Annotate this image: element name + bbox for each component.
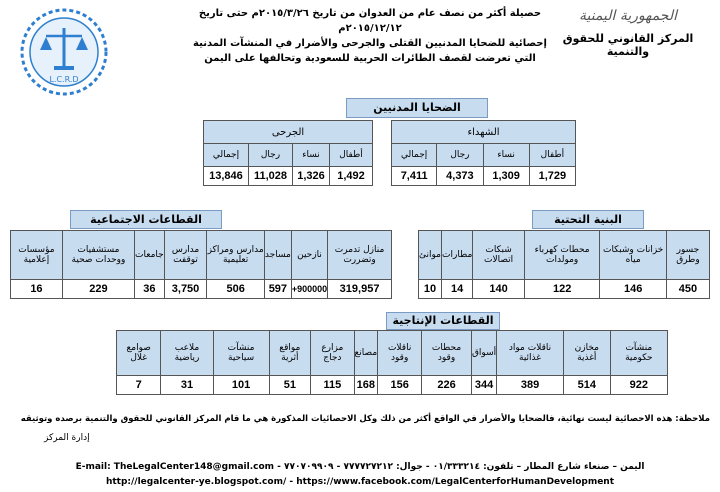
prod-fuel-trucks-value: 156 xyxy=(378,376,422,395)
social-col-media: مؤسسات إعلامية xyxy=(11,231,63,280)
prod-col-food-stores: مخازن أغذية xyxy=(563,331,610,376)
infra-power-value: 122 xyxy=(524,280,600,299)
martyrs-total-value: 7,411 xyxy=(392,167,437,186)
infra-ports-value: 10 xyxy=(419,280,442,299)
infra-telecom-value: 140 xyxy=(473,280,525,299)
admin-signature: إدارة المركز xyxy=(44,433,90,443)
social-col-mosques: مساجد xyxy=(264,231,291,280)
injured-table xyxy=(203,120,373,186)
prod-col-fuel-trucks: ناقلات وقود xyxy=(378,331,422,376)
prod-stadiums-value: 31 xyxy=(161,376,213,395)
productive-title: القطاعات الإنتاجية xyxy=(386,312,500,330)
infrastructure-title: البنية التحتية xyxy=(532,210,644,229)
prod-fuel-stations-value: 226 xyxy=(422,376,472,395)
social-displaced-value: 900000+ xyxy=(291,280,327,299)
infra-col-airports: مطارات xyxy=(442,231,473,280)
infra-water-value: 146 xyxy=(600,280,667,299)
prod-tourism-value: 101 xyxy=(213,376,269,395)
disclaimer-note: ملاحظة: هذه الاحصائية ليست نهائية، فالضحايا والأضرار في الواقع أكثر من ذلك وكل الاحصائيات المذكورة هي ما قام المركز القانوني للحقوق والتنمية برصده وتوثيقه xyxy=(20,414,710,424)
prod-archaeological-value: 51 xyxy=(269,376,311,395)
infra-bridges-value: 450 xyxy=(666,280,709,299)
social-universities-value: 36 xyxy=(135,280,165,299)
productive-table xyxy=(116,330,668,395)
martyrs-table xyxy=(391,120,576,186)
injured-women-value: 1,326 xyxy=(293,167,330,186)
injured-col-women: نساء xyxy=(293,144,330,167)
social-hospitals-value: 229 xyxy=(62,280,134,299)
infrastructure-table xyxy=(418,230,710,299)
emblem-text: الجمهورية اليمنية xyxy=(578,8,677,24)
prod-food-trucks-value: 389 xyxy=(497,376,564,395)
martyrs-col-women: نساء xyxy=(483,144,529,167)
prod-col-food-trucks: ناقلات مواد غذائية xyxy=(497,331,564,376)
martyrs-col-total: إجمالي xyxy=(392,144,437,167)
martyrs-men-value: 4,373 xyxy=(437,167,483,186)
logo-text: L.C.R.D xyxy=(49,75,79,84)
prod-col-factories: مصانع xyxy=(354,331,378,376)
injured-men-value: 11,028 xyxy=(248,167,292,186)
infra-col-bridges: جسور وطرق xyxy=(666,231,709,280)
prod-food-stores-value: 514 xyxy=(563,376,610,395)
title-line-1: حصيلة أكثر من نصف عام من العدوان من تاريخ ٢٠١٥/٣/٢٦م حتى تاريخ ٢٠١٥/١٢/١٢م xyxy=(198,8,542,34)
web-links[interactable]: http://legalcenter-ye.blogspot.com/ - https://www.facebook.com/LegalCenterforHumanDevelopment xyxy=(105,477,615,487)
prod-col-stadiums: ملاعب رياضية xyxy=(161,331,213,376)
social-col-homes: منازل تدمرت وتضررت xyxy=(328,231,392,280)
martyrs-label: الشهداء xyxy=(392,121,576,144)
social-col-schools-stopped: مدارس توقفت xyxy=(164,231,207,280)
infra-col-water: خزانات وشبكات مياه xyxy=(600,231,667,280)
prod-col-gov: منشآت حكومية xyxy=(610,331,667,376)
martyrs-col-men: رجال xyxy=(437,144,483,167)
infra-airports-value: 14 xyxy=(442,280,473,299)
social-table xyxy=(10,230,392,299)
prod-col-fuel-stations: محطات وقود xyxy=(422,331,472,376)
contact-line: E-mail: TheLegalCenter148@gmail.com - اليمن – صنعاء شارع المطار – تلفون: ٠١/٣٣٣٢١٤ - جوال: ٧٧٧٧٢٧٢١٢ - ٧٧٠٧٠٩٩٠٩ xyxy=(75,462,645,472)
social-col-edu-centers: مدارس ومراكز تعليمية xyxy=(207,231,265,280)
prod-col-tourism: منشآت سياحية xyxy=(213,331,269,376)
prod-factories-value: 168 xyxy=(354,376,378,395)
prod-markets-value: 344 xyxy=(471,376,496,395)
social-schools-stopped-value: 3,750 xyxy=(164,280,207,299)
martyrs-women-value: 1,309 xyxy=(483,167,529,186)
social-col-hospitals: مستشفيات ووحدات صحية xyxy=(62,231,134,280)
title-line-3: التي تعرضت لقصف الطائرات الحربية للسعودية وتحالفها على اليمن xyxy=(204,53,536,64)
social-mosques-value: 597 xyxy=(264,280,291,299)
infra-col-ports: موانئ xyxy=(419,231,442,280)
prod-col-poultry: مزارع دجاج xyxy=(311,331,354,376)
prod-col-markets: أسواق xyxy=(471,331,496,376)
report-title xyxy=(190,6,550,66)
injured-col-men: رجال xyxy=(248,144,292,167)
title-line-2: إحصائية للضحايا المدنيين القتلى والجرحى والأضرار في المنشآت المدنية xyxy=(193,38,547,49)
prod-col-silos: صوامع غلال xyxy=(117,331,161,376)
social-homes-value: 319,957 xyxy=(328,280,392,299)
prod-col-archaeological: مواقع أثرية xyxy=(269,331,311,376)
social-media-value: 16 xyxy=(11,280,63,299)
org-header xyxy=(548,8,708,58)
social-col-displaced: نازحين xyxy=(291,231,327,280)
social-col-universities: جامعات xyxy=(135,231,165,280)
victims-title: الضحايا المدنيين xyxy=(346,98,488,118)
social-edu-centers-value: 506 xyxy=(207,280,265,299)
injured-children-value: 1,492 xyxy=(330,167,373,186)
injured-total-value: 13,846 xyxy=(204,167,249,186)
prod-poultry-value: 115 xyxy=(311,376,354,395)
prod-gov-value: 922 xyxy=(610,376,667,395)
infra-col-telecom: شبكات اتصالات xyxy=(473,231,525,280)
social-title: القطاعات الاجتماعية xyxy=(70,210,222,229)
prod-silos-value: 7 xyxy=(117,376,161,395)
martyrs-children-value: 1,729 xyxy=(529,167,575,186)
injured-col-children: أطفال xyxy=(330,144,373,167)
scales-of-justice-logo xyxy=(18,6,110,98)
infra-col-power: محطات كهرباء ومولدات xyxy=(524,231,600,280)
martyrs-col-children: أطفال xyxy=(529,144,575,167)
injured-col-total: إجمالي xyxy=(204,144,249,167)
org-name: المركز القانوني للحقوق والتنمية xyxy=(562,32,694,58)
injured-label: الجرحى xyxy=(204,121,373,144)
